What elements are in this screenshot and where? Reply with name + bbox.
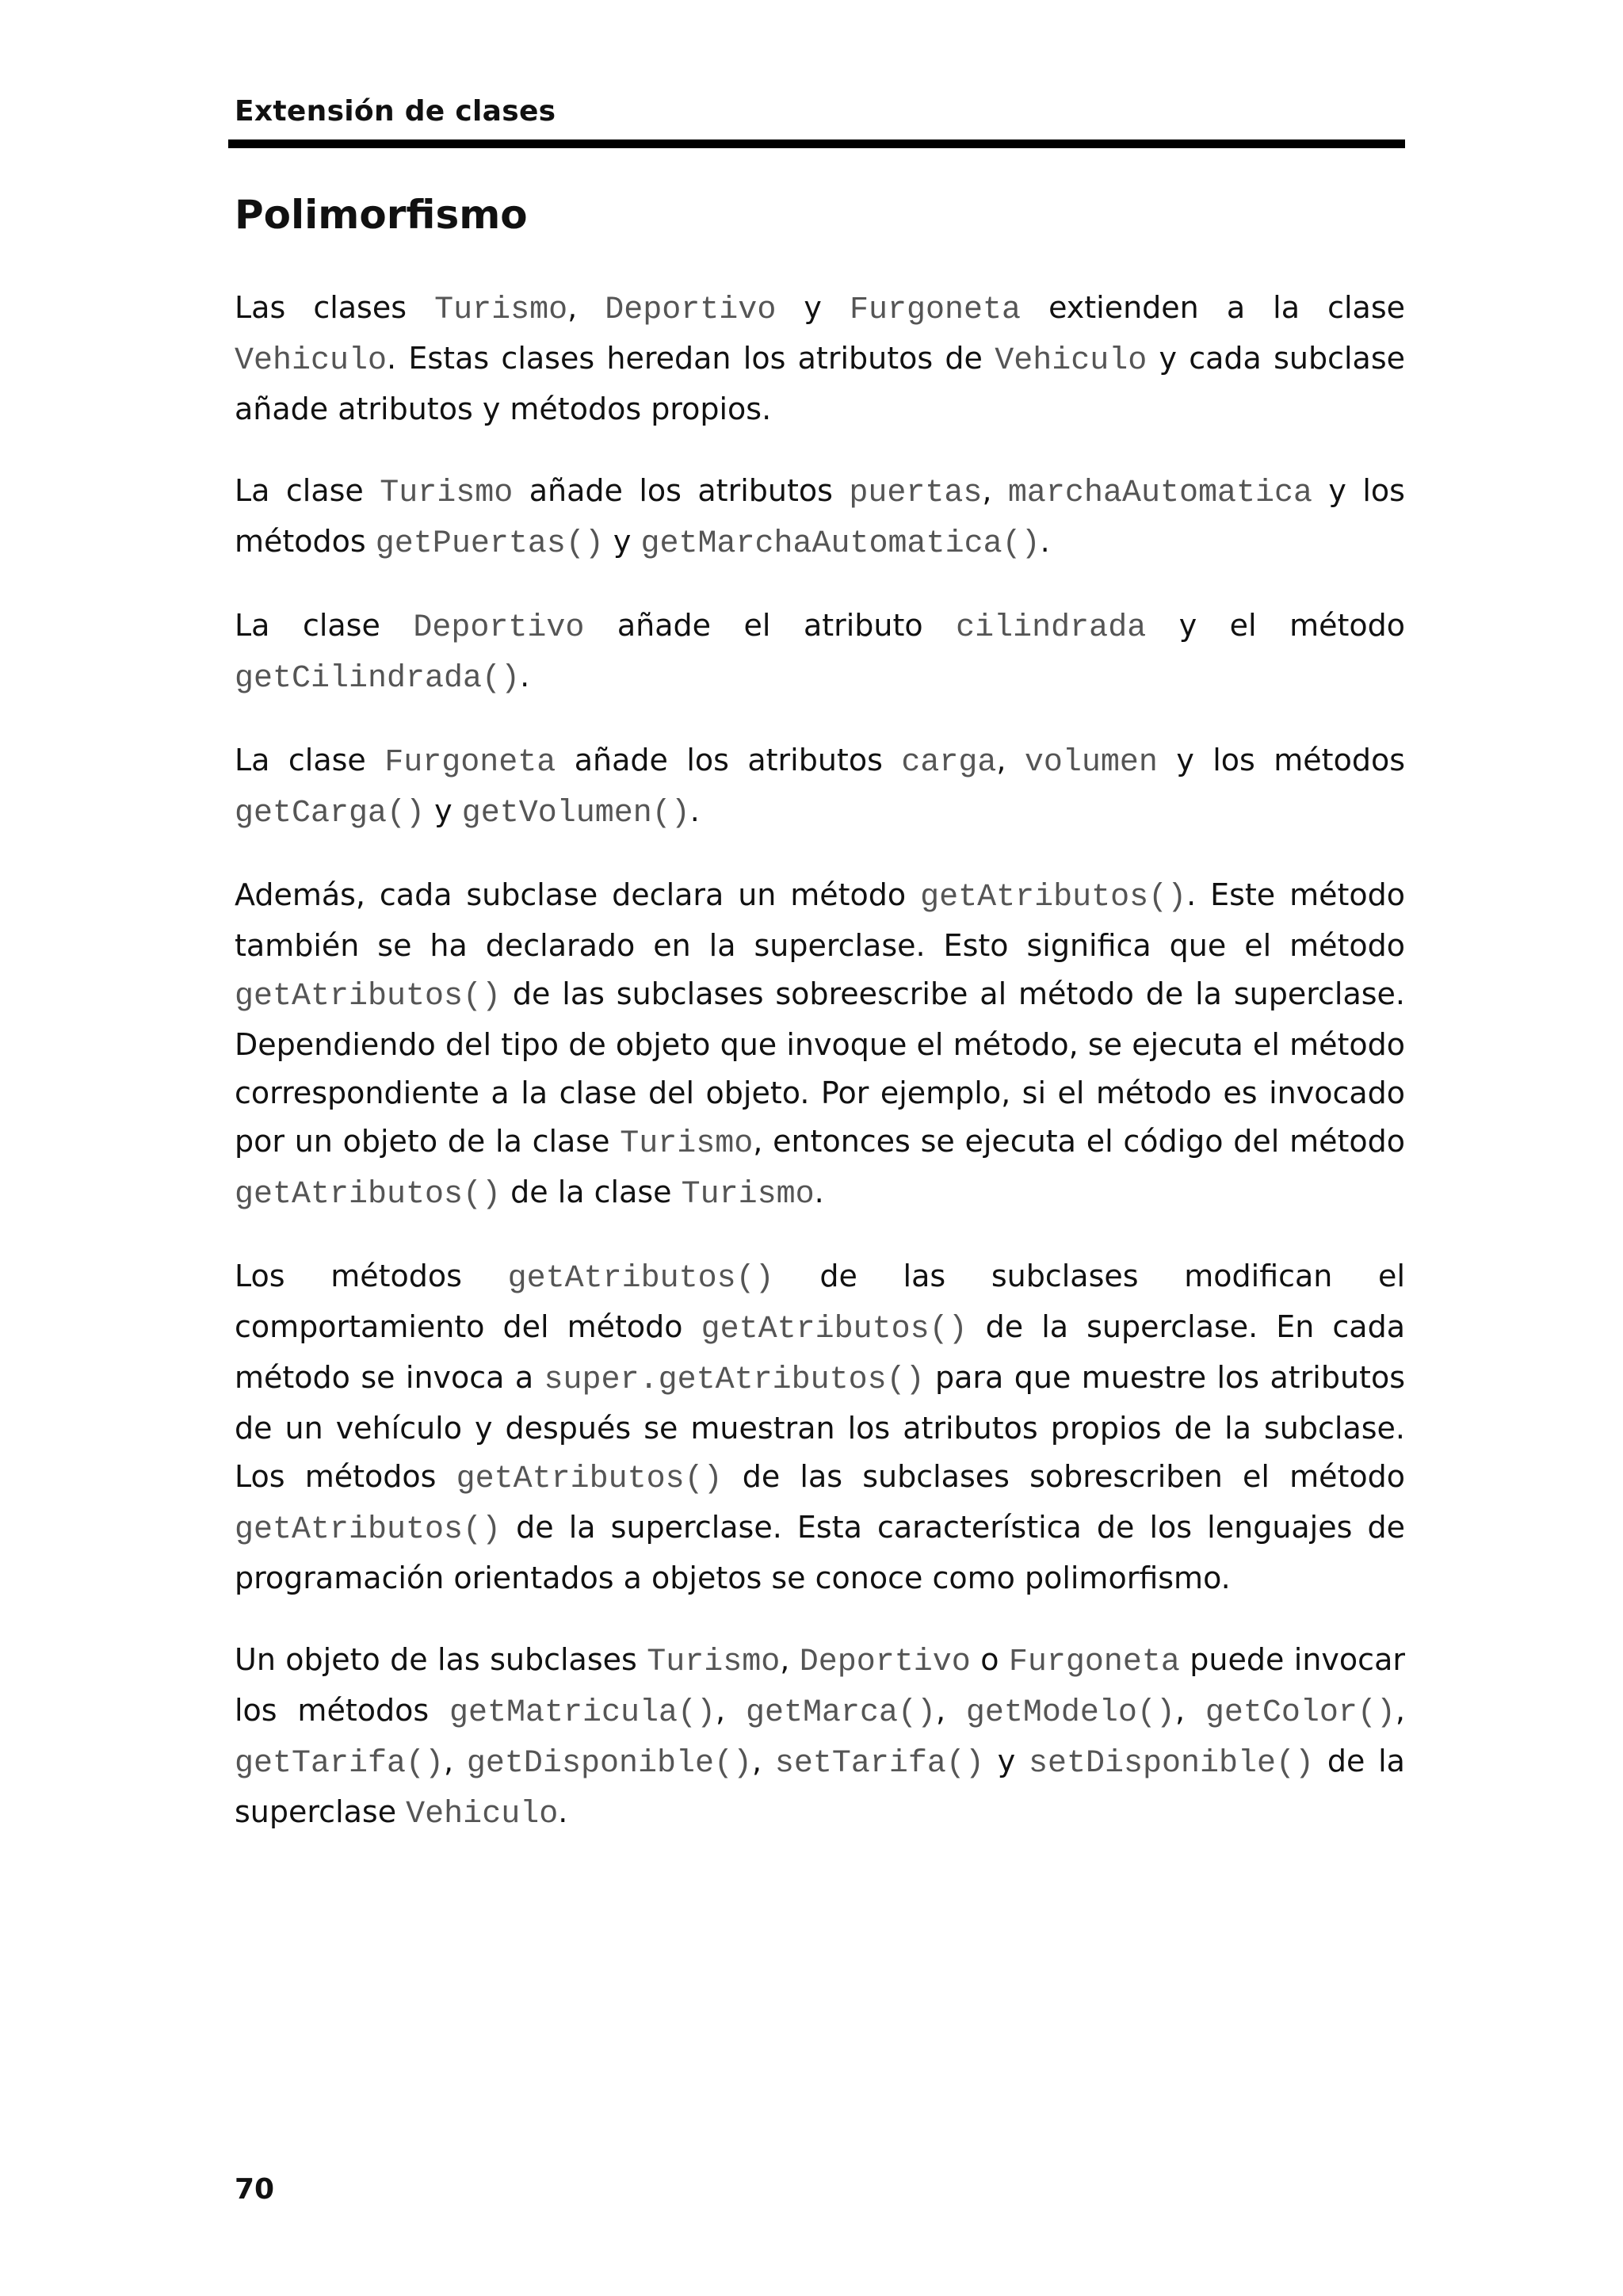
text-run: y cada subclase añade atributos y métodos propios.: [235, 341, 1405, 426]
text-run: de las subclases modifican el comportamiento del método: [235, 1259, 1405, 1344]
paragraph: [235, 871, 1405, 1219]
inline-code: getDisponible(): [466, 1746, 752, 1782]
text-run: Un objeto de las subclases: [235, 1642, 647, 1677]
inline-code: cilindrada: [956, 610, 1147, 646]
inline-code: getAtributos(): [701, 1312, 968, 1347]
text-run: Los métodos: [235, 1259, 508, 1293]
inline-code: getColor(): [1205, 1695, 1396, 1731]
text-run: de la clase: [501, 1175, 682, 1209]
inline-code: getAtributos(): [920, 880, 1187, 915]
text-run: .: [520, 659, 530, 693]
inline-code: Vehiculo: [235, 343, 388, 379]
text-run: para que muestre los atributos de un vehículo y después se muestran los atributos propios de la subclase. Los métodos: [235, 1360, 1405, 1494]
text-run: .: [814, 1175, 824, 1209]
text-run: .: [1040, 524, 1050, 559]
inline-code: super.getAtributos(): [544, 1362, 925, 1398]
text-run: o: [970, 1642, 1009, 1677]
text-run: .: [558, 1794, 568, 1829]
text-run: puede invocar los métodos: [235, 1642, 1405, 1728]
text-run: añade el atributo: [584, 608, 957, 643]
text-run: de las subclases sobreescribe al método de la superclase. Dependiendo del tipo de objeto que invoque el método, se ejecuta el método correspondiente a la clase del objeto. Por ejemplo, si el método es invocado por un objeto de la clase: [235, 976, 1405, 1159]
paragraph: [235, 467, 1405, 568]
inline-code: setDisponible(): [1028, 1746, 1315, 1782]
text-run: y: [983, 1744, 1029, 1778]
inline-code: getPuertas(): [375, 526, 604, 562]
inline-code: carga: [901, 745, 997, 781]
text-run: La clase: [235, 743, 385, 777]
inline-code: Turismo: [380, 476, 514, 511]
inline-code: Turismo: [647, 1645, 781, 1680]
text-run: ,: [567, 290, 605, 325]
text-run: .: [689, 793, 700, 828]
text-run: ,: [982, 473, 1008, 508]
text-run: de la superclase. Esta característica de los lenguajes de programación orientados a objetos se conoce como polimorfismo.: [235, 1510, 1405, 1595]
inline-code: getMarchaAutomatica(): [640, 526, 1041, 562]
text-run: ,: [996, 743, 1025, 777]
text-run: de la superclase: [235, 1744, 1405, 1829]
inline-code: Turismo: [434, 292, 568, 328]
inline-code: getCarga(): [235, 796, 426, 831]
inline-code: setTarifa(): [774, 1746, 984, 1782]
inline-code: getModelo(): [965, 1695, 1175, 1731]
header-rule: [228, 139, 1405, 148]
page-number: 70: [235, 2173, 275, 2206]
text-run: y: [603, 524, 641, 559]
paragraph: [235, 1252, 1405, 1603]
inline-code: getMatricula(): [449, 1695, 716, 1731]
inline-code: getTarifa(): [235, 1746, 445, 1782]
text-run: . Este método también se ha declarado en la superclase. Esto significa que el método: [235, 877, 1405, 963]
inline-code: Turismo: [681, 1177, 815, 1213]
running-header: Extensión de clases: [235, 95, 556, 128]
paragraph: [235, 602, 1405, 703]
text-run: y los métodos: [1157, 743, 1405, 777]
text-run: , entonces se ejecuta el código del método: [753, 1124, 1405, 1159]
text-run: extienden a la clase: [1021, 290, 1405, 325]
text-run: añade los atributos: [556, 743, 902, 777]
inline-code: marchaAutomatica: [1007, 476, 1312, 511]
inline-code: Furgoneta: [384, 745, 556, 781]
text-run: Las clases: [235, 290, 435, 325]
text-run: de las subclases sobrescriben el método: [722, 1459, 1405, 1494]
inline-code: getCilindrada(): [235, 661, 521, 697]
paragraph: [235, 1636, 1405, 1839]
text-run: ,: [1174, 1693, 1205, 1728]
inline-code: Furgoneta: [849, 292, 1021, 328]
inline-code: Deportivo: [799, 1645, 971, 1680]
inline-code: getMarca(): [745, 1695, 936, 1731]
text-run: ,: [1395, 1693, 1405, 1728]
paragraph: [235, 284, 1405, 434]
text-run: ,: [444, 1744, 467, 1778]
inline-code: puertas: [849, 476, 983, 511]
inline-code: Vehiculo: [406, 1797, 559, 1832]
text-run: Además, cada subclase declara un método: [235, 877, 921, 912]
text-run: La clase: [235, 473, 380, 508]
body-text: [235, 284, 1405, 1872]
text-run: ,: [780, 1642, 800, 1677]
text-run: y: [425, 793, 462, 828]
inline-code: Deportivo: [605, 292, 777, 328]
inline-code: getAtributos(): [507, 1261, 774, 1297]
text-run: y: [776, 290, 850, 325]
inline-code: getAtributos(): [235, 979, 502, 1014]
text-run: . Estas clases heredan los atributos de: [387, 341, 995, 376]
section-title: Polimorfismo: [235, 192, 528, 238]
inline-code: Deportivo: [413, 610, 585, 646]
text-run: de la superclase. En cada método se invoca a: [235, 1309, 1405, 1395]
text-run: ,: [751, 1744, 775, 1778]
inline-code: getVolumen(): [461, 796, 690, 831]
inline-code: volumen: [1024, 745, 1158, 781]
text-run: y el método: [1146, 608, 1405, 643]
inline-code: getAtributos(): [235, 1512, 502, 1548]
inline-code: Furgoneta: [1008, 1645, 1180, 1680]
text-run: añade los atributos: [513, 473, 850, 508]
text-run: La clase: [235, 608, 414, 643]
paragraph: [235, 736, 1405, 838]
inline-code: Vehiculo: [995, 343, 1148, 379]
text-run: ,: [935, 1693, 966, 1728]
text-run: ,: [716, 1693, 746, 1728]
inline-code: getAtributos(): [235, 1177, 502, 1213]
inline-code: getAtributos(): [456, 1461, 723, 1497]
inline-code: Turismo: [620, 1126, 754, 1162]
text-run: y los métodos: [235, 473, 1405, 559]
